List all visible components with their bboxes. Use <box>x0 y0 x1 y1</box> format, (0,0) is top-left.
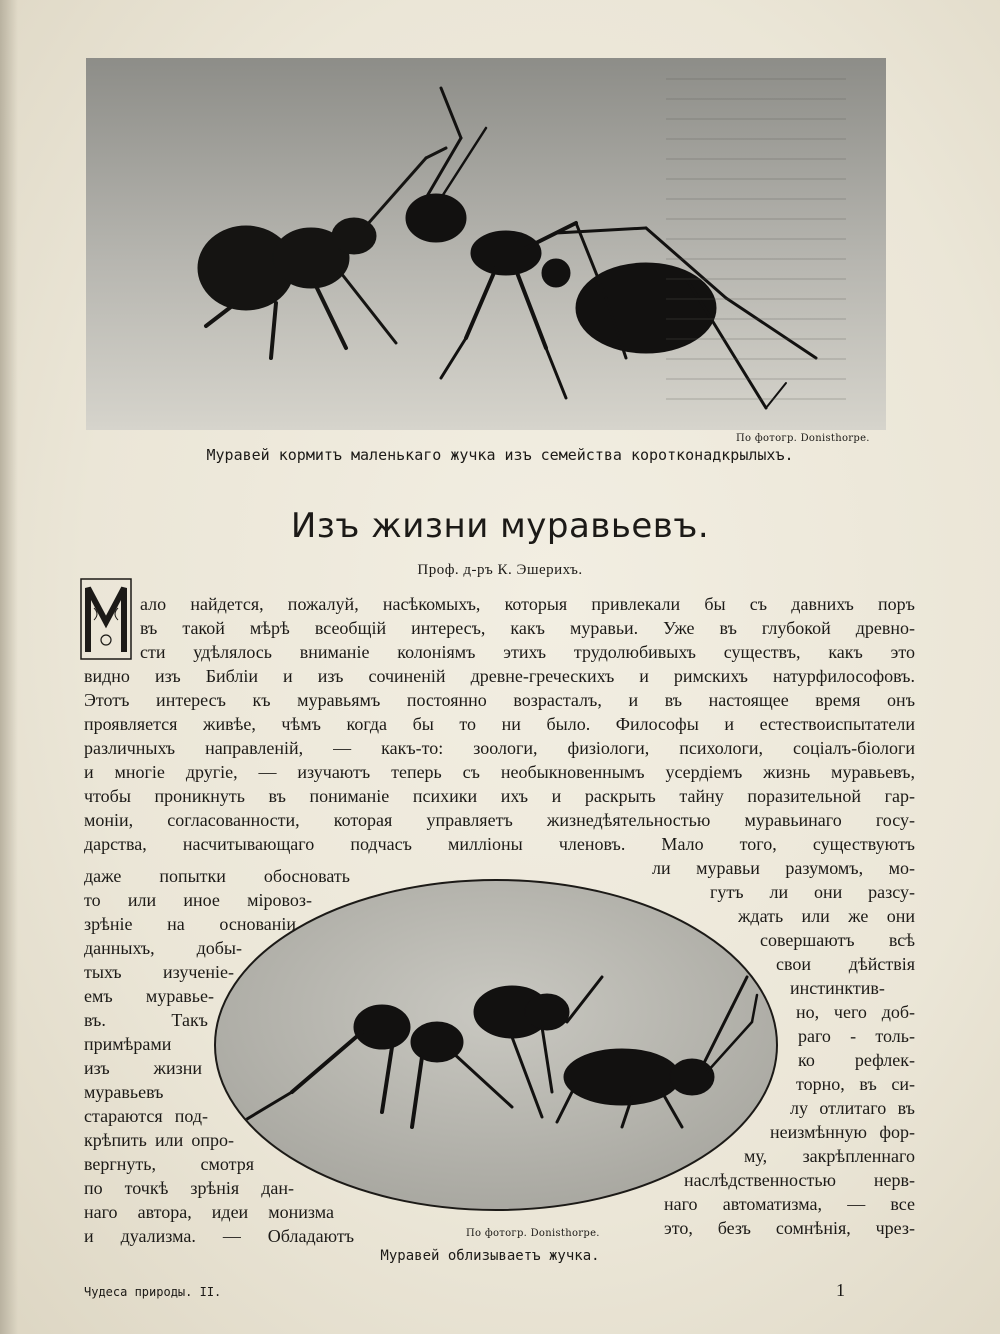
bleed-through-texture <box>666 78 846 408</box>
left-column-line: стараются под- <box>84 1106 208 1126</box>
left-column-line: то или иное міровоз- <box>84 890 312 910</box>
top-ant-photo <box>86 58 886 430</box>
right-column-line: инстинктив- <box>790 978 885 998</box>
body-line: проявляется живѣе, чѣмъ когда бы то ни было. Философы и естествоиспытатели <box>84 714 915 734</box>
drop-cap-ornament <box>80 578 132 660</box>
bottom-photo-caption: Муравей облизываетъ жучка. <box>380 1248 600 1264</box>
right-column-line: совершаютъ всѣ <box>760 930 915 950</box>
right-column-line: ко рефлек- <box>798 1050 915 1070</box>
bottom-photo-credit: По фотогр. Donisthorpe. <box>466 1228 600 1239</box>
left-column-line: по точкѣ зрѣнія дан- <box>84 1178 294 1198</box>
left-column-line: данныхъ, добы- <box>84 938 242 958</box>
left-column-line: даже попытки обосновать <box>84 866 350 886</box>
article-title: Изъ жизни муравьевъ. <box>290 506 710 546</box>
body-line: въ такой мѣрѣ всеобщій интересъ, какъ муравьи. Уже въ глубокой древно- <box>140 618 915 638</box>
page-number: 1 <box>836 1280 845 1300</box>
left-column-line: крѣпить или опро- <box>84 1130 234 1150</box>
left-column-line: муравьевъ <box>84 1082 164 1102</box>
right-column-line: неизмѣнную фор- <box>770 1122 915 1142</box>
right-column-line: наслѣдственностью нерв- <box>684 1170 915 1190</box>
left-column-line: вергнуть, смотря <box>84 1154 254 1174</box>
body-line: ало найдется, пожалуй, насѣкомыхъ, которыя привлекали бы съ давнихъ поръ <box>140 594 915 614</box>
body-line: сти удѣлялось вниманіе колоніямъ этихъ трудолюбивыхъ существъ, какъ это <box>140 642 915 662</box>
oval-ant-photo <box>212 877 780 1213</box>
body-line: и многіе другіе, — изучаютъ теперь съ необыкновеннымъ усердіемъ жизнь муравьевъ, <box>84 762 915 782</box>
left-column-line: тыхъ изученіе- <box>84 962 234 982</box>
right-column-line: лу отлитаго въ <box>790 1098 915 1118</box>
right-column-line: свои дѣйствія <box>776 954 915 974</box>
body-line: видно изъ Библіи и изъ сочиненій древне-греческихъ и римскихъ натурфилософовъ. <box>84 666 915 686</box>
right-column-line: му, закрѣпленнаго <box>744 1146 915 1166</box>
right-column-line: ждать или же они <box>738 906 915 926</box>
right-column-line: гутъ ли они разсу- <box>710 882 915 902</box>
right-column-line: наго автоматизма, — все <box>664 1194 915 1214</box>
body-line: моніи, согласованности, которая управляетъ жизнедѣятельностью муравьинаго госу- <box>84 810 915 830</box>
body-line: дарства, насчитывающаго подчасъ милліоны членовъ. Мало того, существуютъ <box>84 834 915 854</box>
left-column-line: наго автора, идеи монизма <box>84 1202 334 1222</box>
left-column-line: зрѣніе на основаніи <box>84 914 296 934</box>
body-line: различныхъ направленій, — какъ-то: зоологи, физіологи, психологи, соціалъ-біологи <box>84 738 915 758</box>
left-column-line: и дуализма. — Обладаютъ <box>84 1226 354 1246</box>
top-photo-credit: По фотогр. Donisthorpe. <box>736 433 870 444</box>
left-column-line: примѣрами <box>84 1034 172 1054</box>
body-line: Этотъ интересъ къ муравьямъ постоянно возрасталъ, и въ настоящее время онъ <box>84 690 915 710</box>
binding-shadow <box>0 0 18 1334</box>
right-column-line: но, чего доб- <box>796 1002 915 1022</box>
left-column-line: емъ муравье- <box>84 986 214 1006</box>
left-column-line: изъ жизни <box>84 1058 202 1078</box>
article-author: Проф. д-ръ К. Эшерихъ. <box>417 562 583 578</box>
right-column-line: это, безъ сомнѣнія, чрез- <box>664 1218 915 1238</box>
body-line: чтобы проникнуть въ пониманіе психики ихъ и раскрыть тайну поразительной гар- <box>84 786 915 806</box>
left-column-line: въ. Такъ <box>84 1010 208 1030</box>
right-column-line: раго - толь- <box>798 1026 915 1046</box>
right-column-line: ли муравьи разумомъ, мо- <box>652 858 915 878</box>
journal-footer: Чудеса природы. II. <box>84 1285 222 1299</box>
top-photo-caption: Муравей кормитъ маленькаго жучка изъ семейства коротконадкрылыхъ. <box>206 446 794 464</box>
right-column-line: торно, въ си- <box>796 1074 915 1094</box>
